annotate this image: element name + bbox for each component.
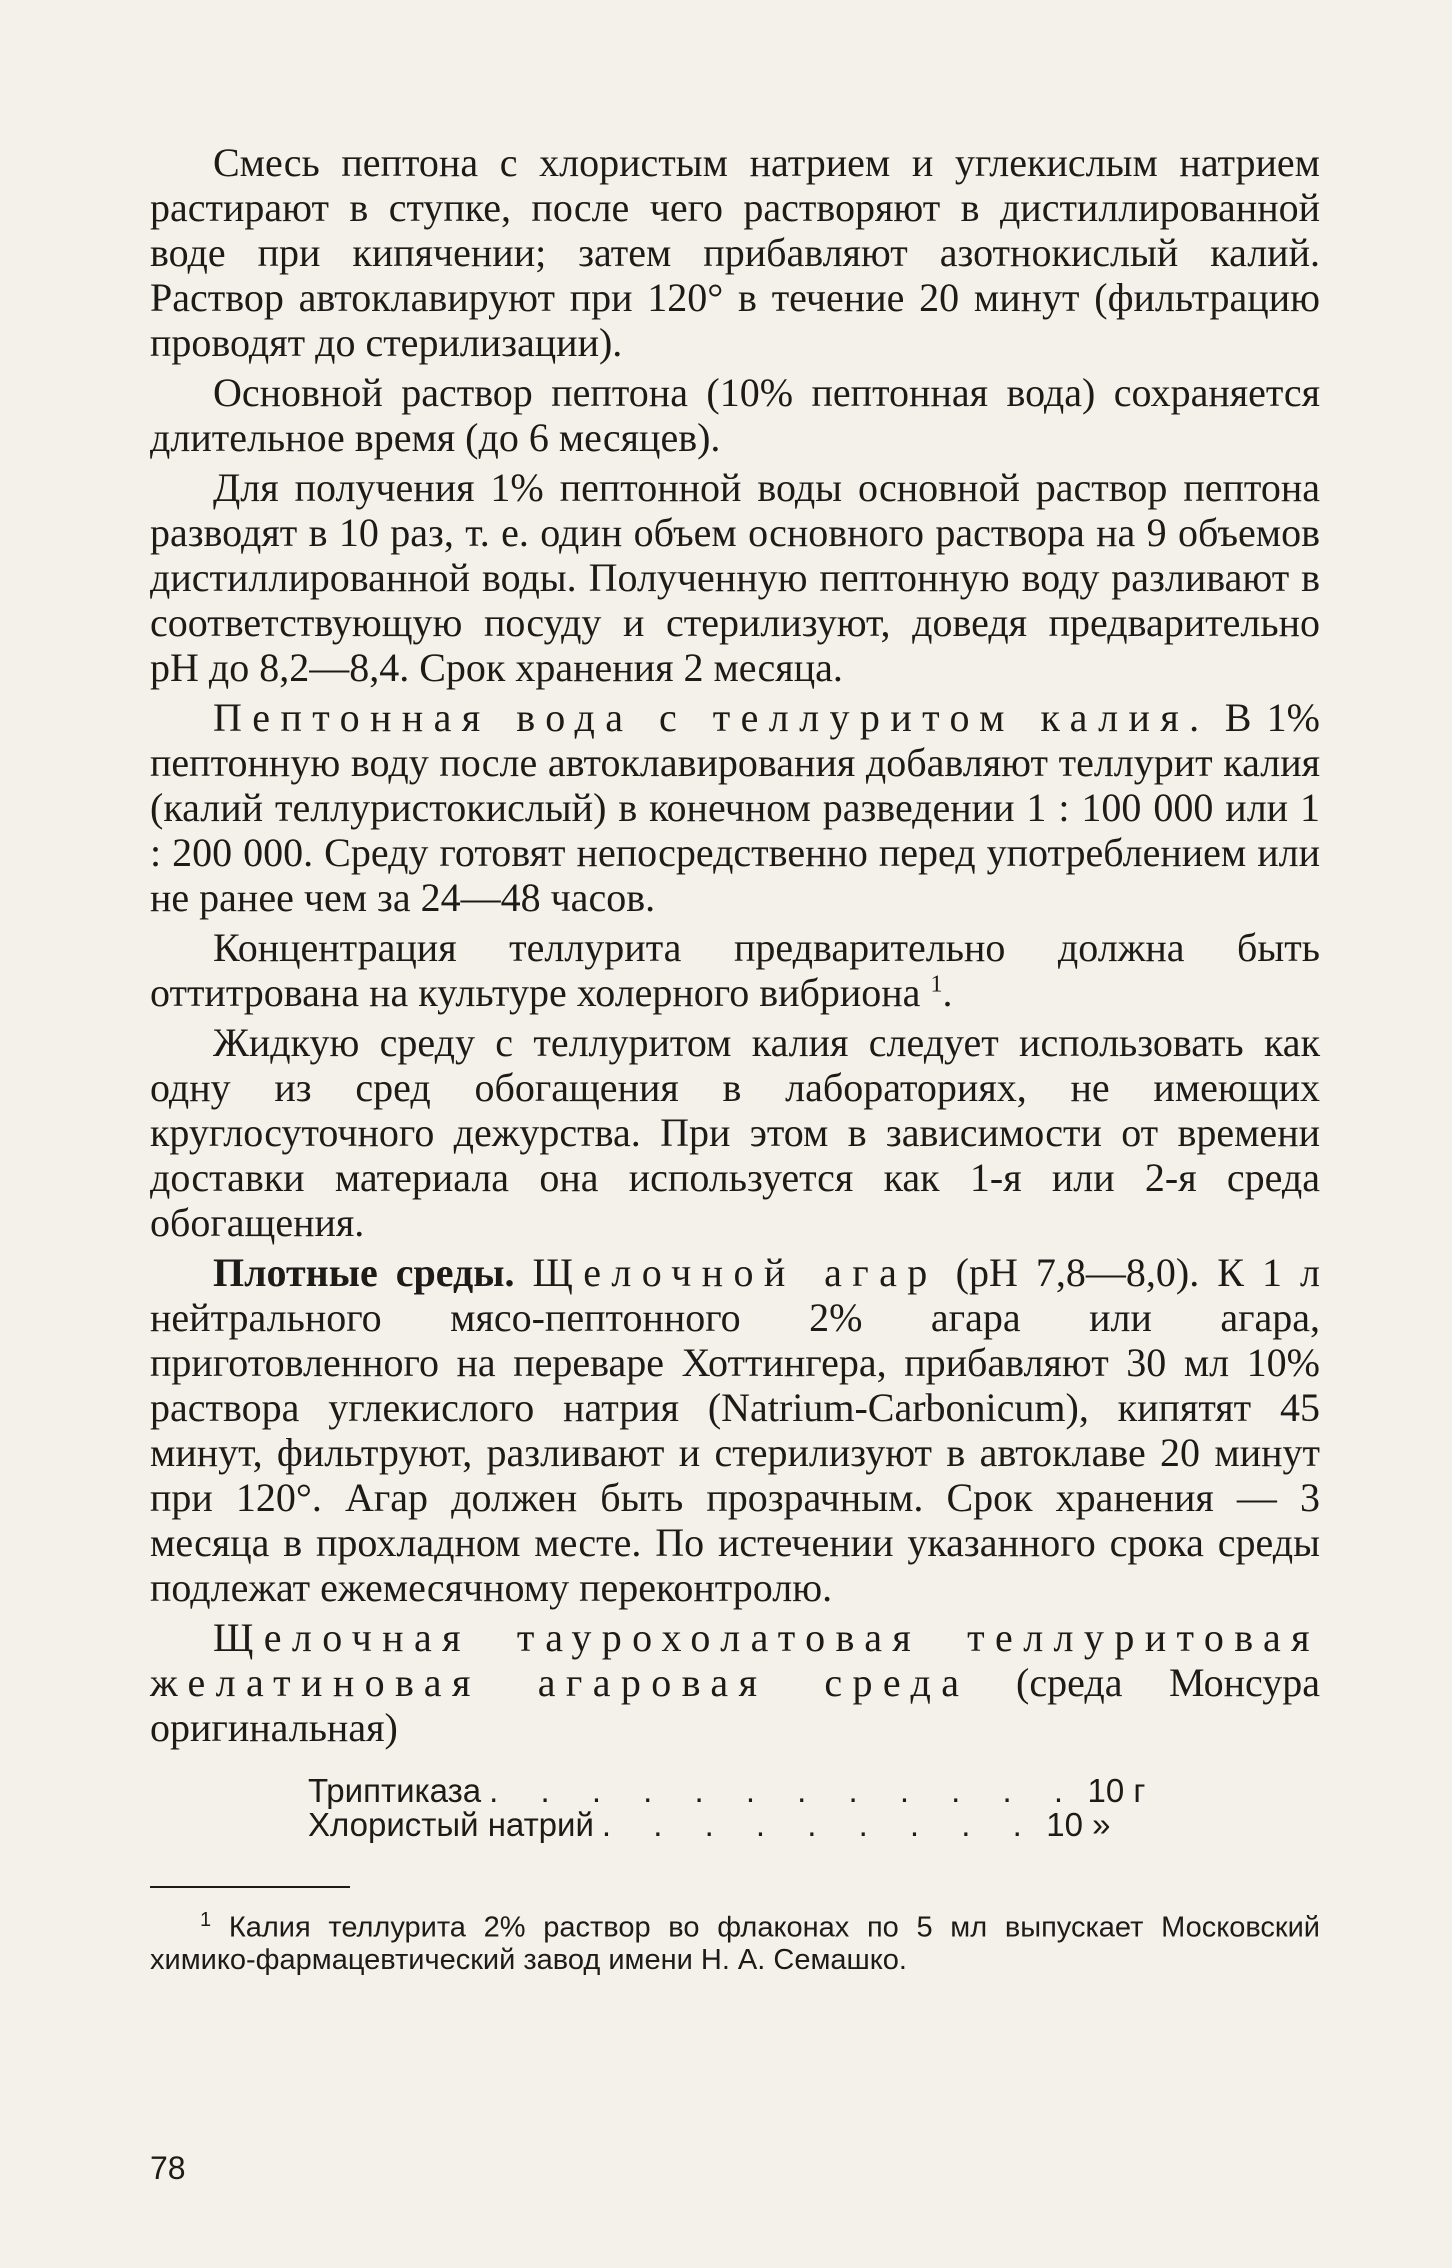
footnote-mark: 1 — [200, 1909, 212, 1931]
recipe-row — [308, 1772, 1146, 1809]
recipe-leader-dots: . . . . . . . . . — [601, 1806, 1039, 1843]
paragraph-one-percent: Для получения 1% пептонной воды основной раствор пептона разводят в 10 раз, т. е. один объем основного раствора на 9 объемов дистиллированной воды. Полученную пептонную воду разливают в соответствующую посуду и стерилизуют, доведя предварительно pH до 8,2—8,4. Срок хранения 2 месяца. — [150, 465, 1320, 690]
paragraph-liquid-medium: Жидкую среду с теллуритом калия следует использовать как одну из сред обогащения в лабораториях, не имеющих круглосуточного дежурства. При этом в зависимости от времени доставки материала она используется как 1-я или 2-я среда обогащения. — [150, 1020, 1320, 1245]
recipe-ingredient: Хлористый натрий — [308, 1806, 594, 1843]
paragraph-monsur — [150, 1615, 1320, 1750]
recipe-ingredient: Триптиказа — [308, 1772, 482, 1809]
paragraph-concentration — [150, 925, 1320, 1015]
footnote-text: Калия теллурита 2% раствор во флаконах по 5 мл выпускает Московский химико-фармацевтический завод имени Н. А. Семашко. — [150, 1911, 1320, 1976]
monsur-heading: Щелочная таурохолатовая теллуритовая желатиновая агаровая среда — [150, 1615, 1320, 1705]
concentration-text: Концентрация теллурита предварительно должна быть оттитрована на культуре холерного вибриона — [150, 925, 1320, 1015]
paragraph-mixing: Смесь пептона с хлористым натрием и углекислым натрием растирают в ступке, после чего растворяют в дистиллированной воде при кипячении; затем прибавляют азотнокислый калий. Раствор автоклавируют при 120° в течение 20 минут (фильтрацию проводят до стерилизации). — [150, 140, 1320, 365]
paragraph-solid-media — [150, 1250, 1320, 1610]
page-number: 78 — [150, 2150, 186, 2186]
recipe-list — [308, 1772, 1146, 1843]
recipe-amount: 10 г — [1087, 1772, 1146, 1809]
tellurite-water-heading: Пептонная вода с теллуритом калия. — [213, 695, 1210, 740]
concentration-end: . — [942, 970, 953, 1015]
alkaline-agar-heading: Щелочной агар — [532, 1250, 938, 1295]
footnote-divider — [150, 1886, 350, 1888]
page-body — [150, 140, 1320, 1976]
recipe-leader-dots: . . . . . . . . . . . . — [489, 1772, 1080, 1809]
solid-media-text: (pH 7,8—8,0). К 1 л нейтрального мясо-пептонного 2% агара или агара, приготовленного на переваре Хоттингера, прибавляют 30 мл 10% раствора углекислого натрия (Natrium-Carbonicum), кипятят 45 минут, фильтруют, разливают и стерилизуют в автоклаве 20 минут при 120°. Агар должен быть прозрачным. Срок хранения — 3 месяца в прохладном месте. По истечении указанного срока среды подлежат ежемесячному переконтролю. — [150, 1250, 1321, 1610]
recipe-row — [308, 1806, 1111, 1843]
monsur-text: (среда Монсура оригинальная) — [150, 1660, 1320, 1750]
paragraph-stock-solution: Основной раствор пептона (10% пептонная вода) сохраняется длительное время (до 6 месяцев). — [150, 370, 1320, 460]
footnote-ref: 1 — [930, 971, 943, 998]
footnote — [150, 1904, 1320, 1976]
solid-media-heading: Плотные среды. — [213, 1250, 515, 1295]
recipe-amount: 10 » — [1046, 1806, 1111, 1843]
paragraph-tellurite-water — [150, 695, 1320, 920]
tellurite-water-text: В 1% пептонную воду после автоклавирования добавляют теллурит калия (калий теллуристокислый) в конечном разведении 1 : 100 000 или 1 : 200 000. Среду готовят непосредственно перед употреблением или не ранее чем за 24—48 часов. — [150, 695, 1321, 920]
